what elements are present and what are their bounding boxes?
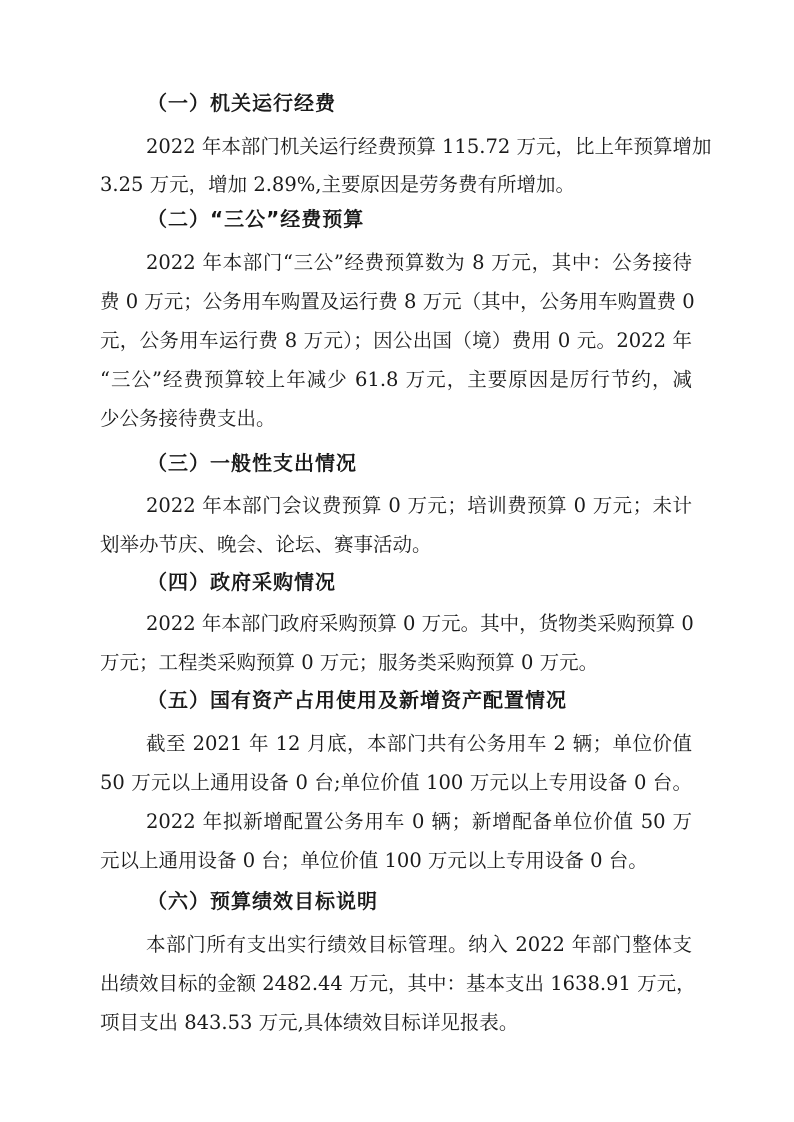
section-heading-6: （六）预算绩效目标说明 [147,889,378,913]
paragraph-line: 2022 年拟新增配置公务用车 0 辆；新增配备单位价值 50 万 [146,810,692,833]
section-heading-4: （四）政府采购情况 [147,570,336,594]
paragraph-line: 2022 年本部门“三公”经费预算数为 8 万元，其中：公务接待 [146,251,692,274]
paragraph-line: 费 0 万元；公务用车购置及运行费 8 万元（其中，公务用车购置费 0 [100,290,695,313]
paragraph-line: 截至 2021 年 12 月底，本部门共有公务用车 2 辆；单位价值 [146,732,692,755]
paragraph-line: 项目支出 843.53 万元,具体绩效目标详见报表。 [100,1011,519,1034]
paragraph-line: 2022 年本部门政府采购预算 0 万元。其中，货物类采购预算 0 [146,612,694,635]
section-heading-5: （五）国有资产占用使用及新增资产配置情况 [147,688,567,712]
paragraph-line: 元，公务用车运行费 8 万元）；因公出国（境）费用 0 元。2022 年 [100,329,692,352]
paragraph-line: 50 万元以上通用设备 0 台;单位价值 100 万元以上专用设备 0 台。 [100,771,692,794]
paragraph-line: 少公务接待费支出。 [100,407,276,430]
paragraph-line: 万元；工程类采购预算 0 万元；服务类采购预算 0 万元。 [100,651,599,674]
paragraph-line: 出绩效目标的金额 2482.44 万元，其中：基本支出 1638.91 万元， [100,972,696,995]
section-heading-1: （一）机关运行经费 [147,91,336,115]
paragraph-line: 2022 年本部门机关运行经费预算 115.72 万元，比上年预算增加 [146,135,712,158]
paragraph-line: 划举办节庆、晚会、论坛、赛事活动。 [100,533,432,556]
paragraph-line: 3.25 万元，增加 2.89%,主要原因是劳务费有所增加。 [100,173,575,196]
section-heading-3: （三）一般性支出情况 [147,451,357,475]
paragraph-line: 本部门所有支出实行绩效目标管理。纳入 2022 年部门整体支 [146,933,692,956]
paragraph-line: “三公”经费预算较上年减少 61.8 万元，主要原因是厉行节约，减 [100,368,692,391]
paragraph-line: 元以上通用设备 0 台；单位价值 100 万元以上专用设备 0 台。 [100,849,648,872]
section-heading-2: （二）“三公”经费预算 [147,207,365,231]
paragraph-line: 2022 年本部门会议费预算 0 万元；培训费预算 0 万元；未计 [146,494,692,517]
